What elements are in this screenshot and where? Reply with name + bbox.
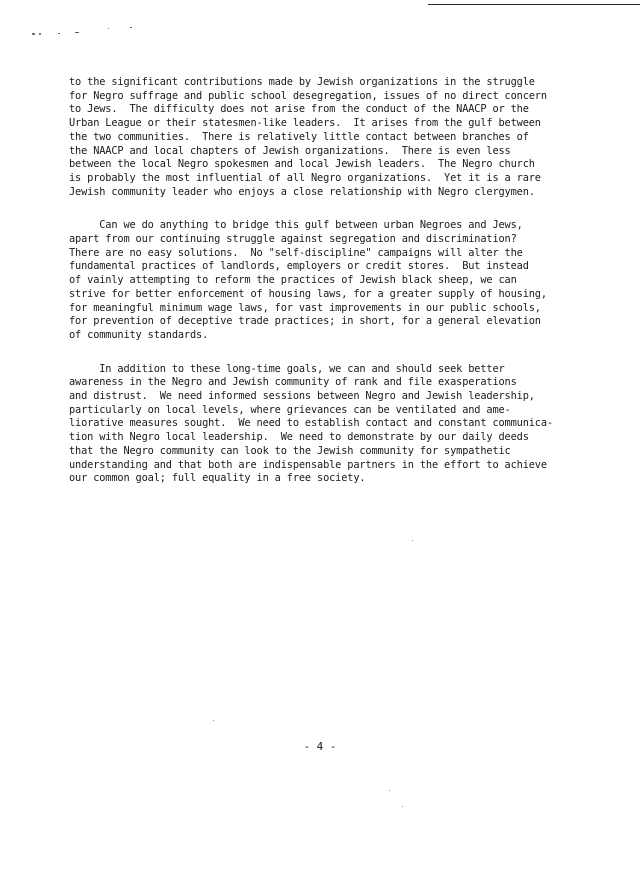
scan-speck	[58, 33, 60, 34]
text-line: of vainly attempting to reform the practices of Jewish black sheep, we can	[69, 274, 517, 287]
page-number: - 4 -	[303, 740, 337, 753]
text-line: particularly on local levels, where grievances can be ventilated and ame-	[69, 403, 511, 416]
paragraph-3	[69, 363, 629, 486]
text-line: understanding and that both are indispensable partners in the effort to achieve	[69, 458, 547, 471]
scan-speck	[412, 540, 413, 541]
text-line: the NAACP and local chapters of Jewish organizations. There is even less	[69, 144, 511, 157]
text-line: Urban League or their statesmen-like leaders. It arises from the gulf between	[69, 117, 541, 130]
text-line: liorative measures sought. We need to establish contact and constant communica-	[69, 417, 553, 430]
scan-speck	[389, 790, 390, 791]
text-line: fundamental practices of landlords, employers or credit stores. But instead	[69, 260, 529, 273]
text-line: awareness in the Negro and Jewish community of rank and file exasperations	[69, 376, 517, 389]
text-line: to Jews. The difficulty does not arise from the conduct of the NAACP or the	[69, 103, 529, 116]
text-line: the two communities. There is relatively little contact between branches of	[69, 130, 529, 143]
text-line: Jewish community leader who enjoys a close relationship with Negro clergymen.	[69, 185, 535, 198]
text-line: for prevention of deceptive trade practices; in short, for a general elevation	[69, 315, 541, 328]
text-line: tion with Negro local leadership. We need to demonstrate by our daily deeds	[69, 431, 529, 444]
text-line: our common goal; full equality in a free society.	[69, 472, 366, 485]
text-line: for Negro suffrage and public school desegregation, issues of no direct concern	[69, 89, 547, 102]
scan-speck	[130, 27, 132, 28]
text-line: for meaningful minimum wage laws, for vast improvements in our public schools,	[69, 301, 541, 314]
text-line: apart from our continuing struggle against segregation and discrimination?	[69, 233, 517, 246]
scan-speck	[108, 28, 109, 29]
text-line: is probably the most influential of all Negro organizations. Yet it is a rare	[69, 171, 541, 184]
text-line: strive for better enforcement of housing laws, for a greater supply of housing,	[69, 287, 547, 300]
text-line: between the local Negro spokesmen and local Jewish leaders. The Negro church	[69, 158, 535, 171]
text-line: and distrust. We need informed sessions between Negro and Jewish leadership,	[69, 390, 535, 403]
paragraph-1	[69, 76, 629, 199]
paragraph-2	[69, 219, 629, 342]
text-line: In addition to these long-time goals, we can and should seek better	[69, 362, 505, 375]
text-line: to the significant contributions made by Jewish organizations in the struggle	[69, 76, 535, 88]
text-line: Can we do anything to bridge this gulf between urban Negroes and Jews,	[69, 219, 523, 232]
top-edge-rule	[428, 4, 640, 5]
scan-speck	[32, 33, 35, 35]
text-line: of community standards.	[69, 328, 209, 341]
text-line: There are no easy solutions. No "self-discipline" campaigns will alter the	[69, 246, 523, 259]
document-body	[69, 76, 629, 506]
scan-specks	[32, 27, 152, 41]
scan-speck	[402, 806, 403, 807]
scan-speck	[39, 33, 41, 35]
text-line: that the Negro community can look to the Jewish community for sympathetic	[69, 444, 511, 457]
scan-speck	[75, 32, 79, 33]
scan-speck	[213, 720, 214, 721]
